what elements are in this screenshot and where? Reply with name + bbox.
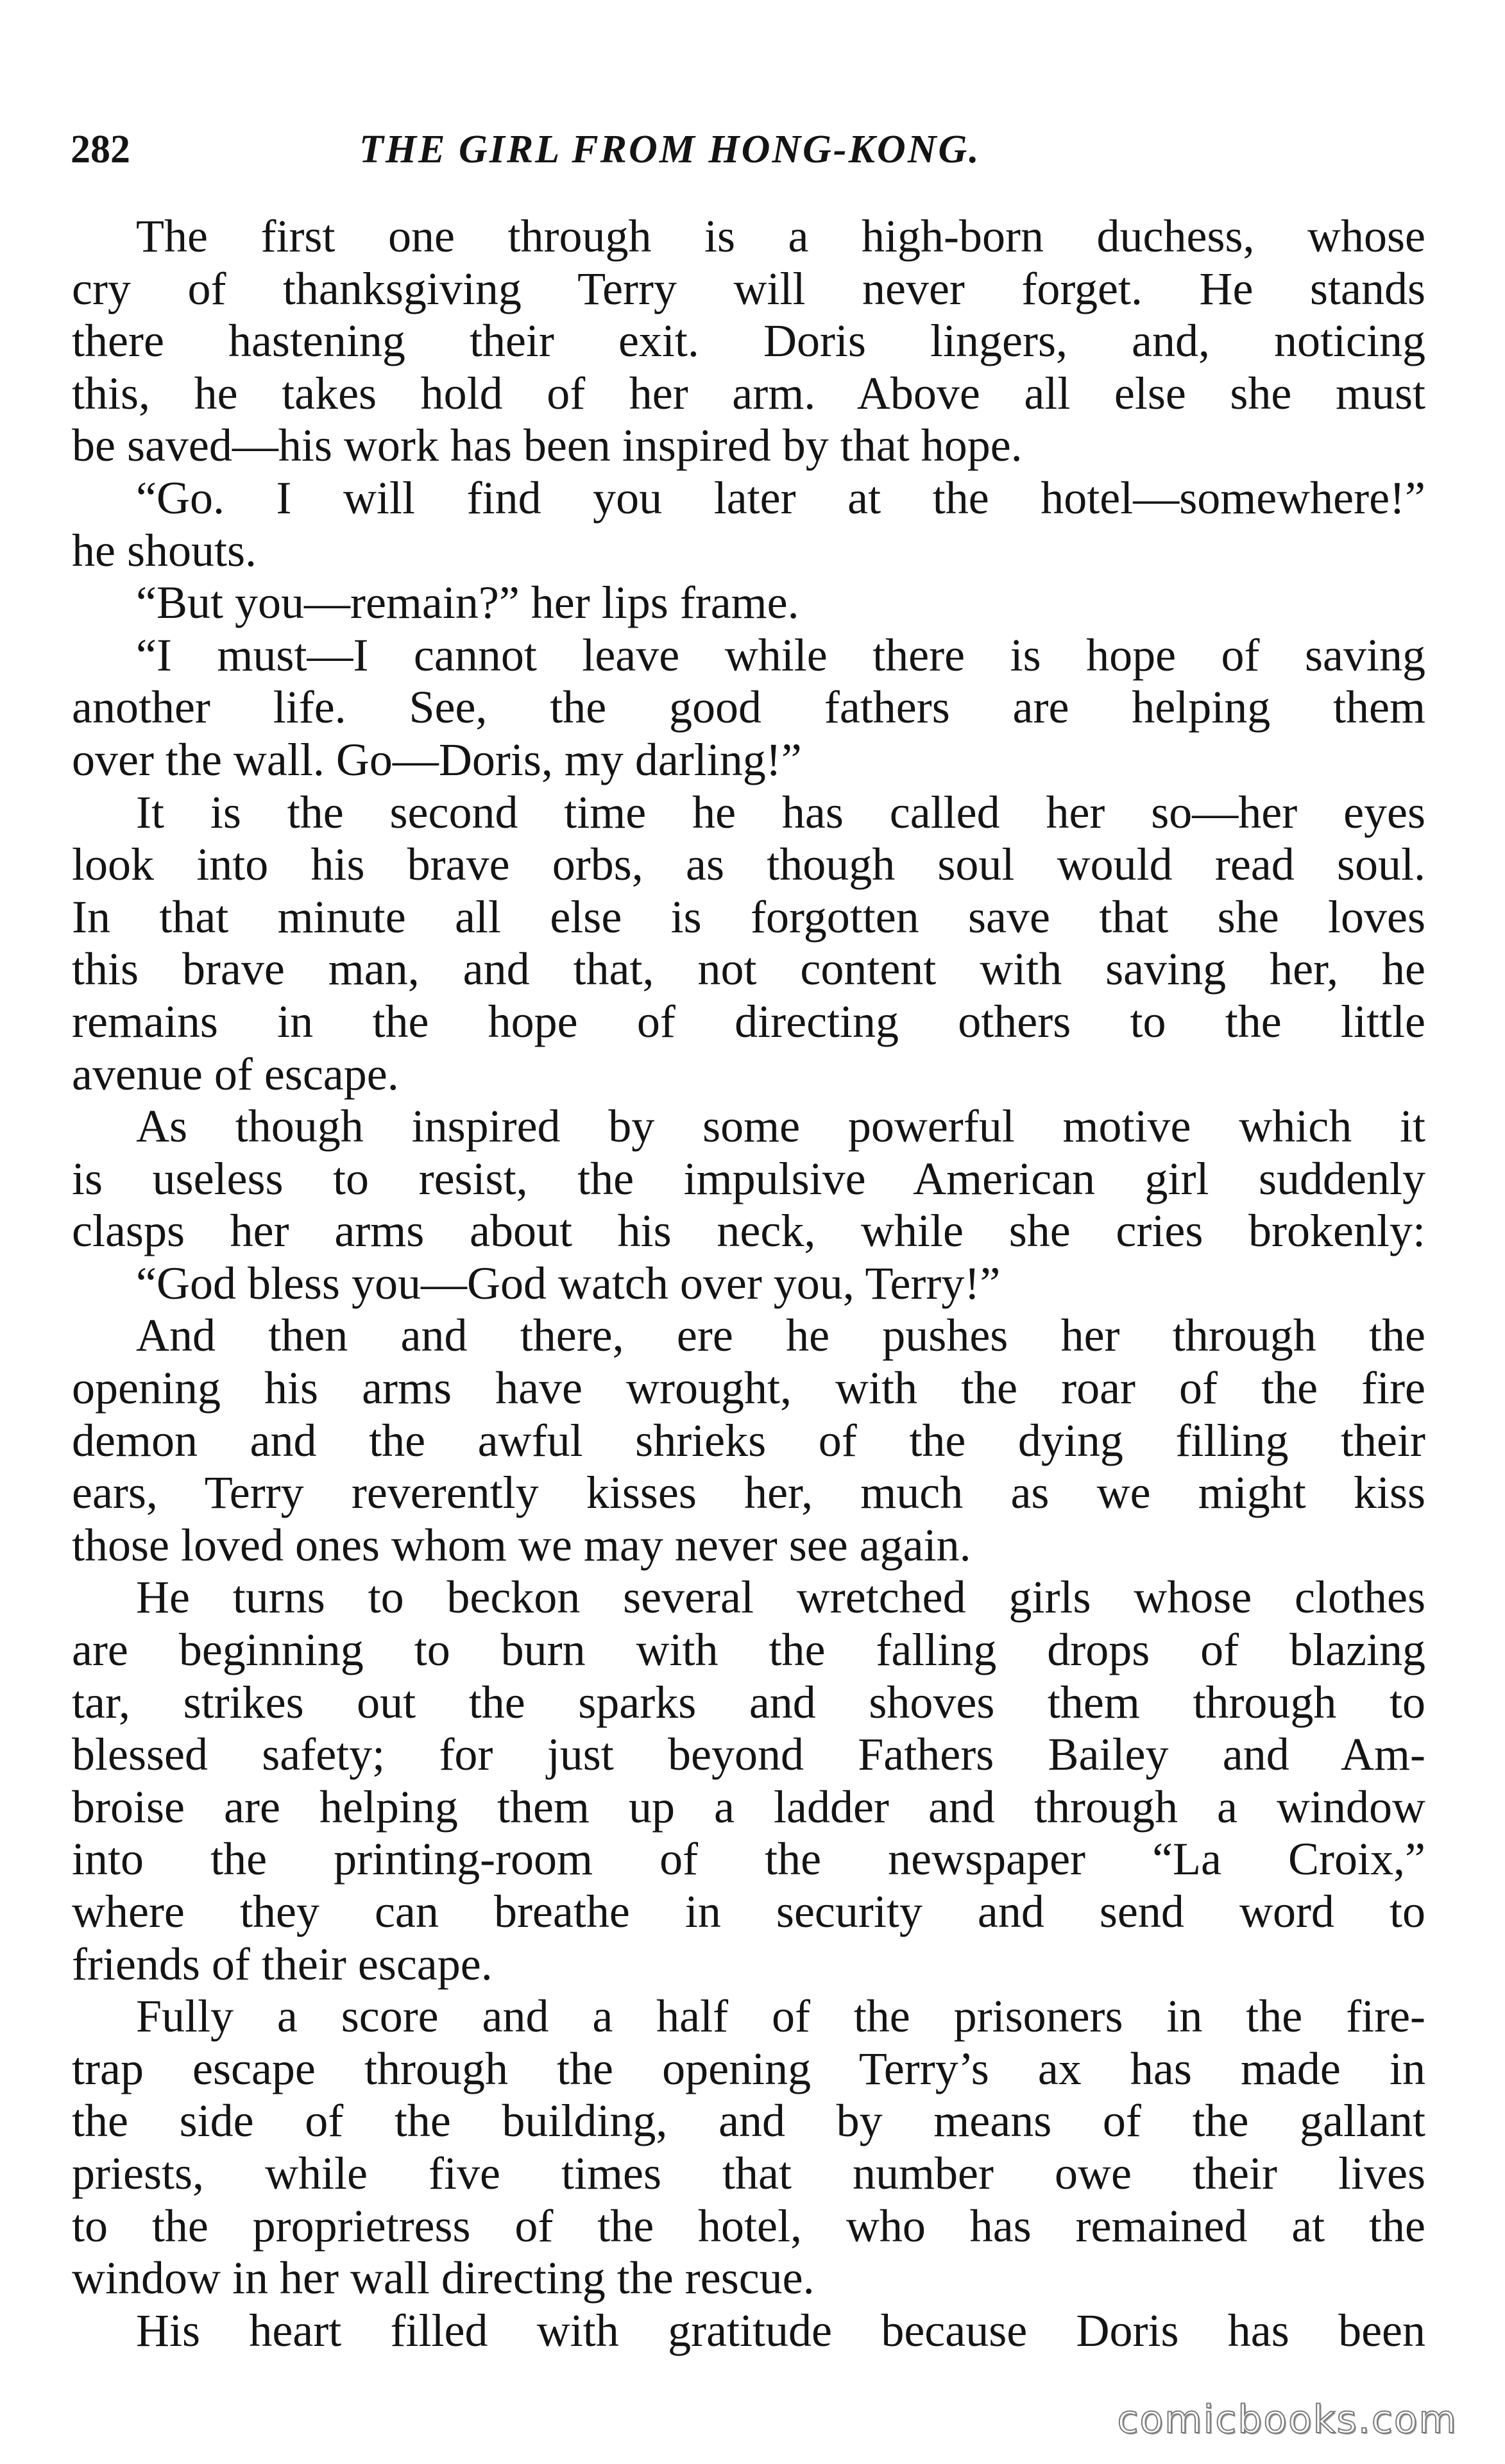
text-line: over the wall. Go—Doris, my darling!” bbox=[72, 733, 802, 785]
text-line: this, he takes hold of her arm. Above all else she must bbox=[72, 367, 1425, 419]
text-line: “Go. I will find you later at the hotel—somewhere!” bbox=[136, 472, 1425, 524]
text-line: he shouts. bbox=[72, 524, 257, 576]
text-line: opening his arms have wrought, with the roar of the fire bbox=[72, 1362, 1425, 1414]
text-line: there hastening their exit. Doris lingers, and, noticing bbox=[72, 315, 1425, 367]
text-line: blessed safety; for just beyond Fathers Bailey and Am- bbox=[72, 1729, 1425, 1781]
text-line: It is the second time he has called her so—her eyes bbox=[136, 786, 1425, 838]
text-line: demon and the awful shrieks of the dying filling their bbox=[72, 1414, 1425, 1466]
text-line: tar, strikes out the sparks and shoves them through to bbox=[72, 1676, 1425, 1728]
running-title: THE GIRL FROM HONG-KONG. bbox=[359, 128, 981, 171]
text-line: those loved ones whom we may never see again. bbox=[72, 1519, 971, 1571]
text-line: “God bless you—God watch over you, Terry!” bbox=[136, 1257, 1001, 1309]
text-line: As though inspired by some powerful motive which it bbox=[136, 1100, 1425, 1152]
text-line: cry of thanksgiving Terry will never forget. He stands bbox=[72, 262, 1425, 314]
text-line: into the printing-room of the newspaper “La Croix,” bbox=[72, 1833, 1425, 1885]
text-line: ears, Terry reverently kisses her, much as we might kiss bbox=[72, 1467, 1425, 1519]
text-line: “But you—remain?” her lips frame. bbox=[136, 577, 799, 629]
text-line: clasps her arms about his neck, while she cries brokenly: bbox=[72, 1205, 1425, 1257]
text-line: be saved—his work has been inspired by that hope. bbox=[72, 420, 1023, 472]
text-line: the side of the building, and by means of the gallant bbox=[72, 2095, 1425, 2147]
site-watermark: comicbooks.com bbox=[1117, 2397, 1458, 2442]
text-line: look into his brave orbs, as though soul would read soul. bbox=[72, 839, 1425, 891]
text-line: window in her wall directing the rescue. bbox=[72, 2252, 815, 2304]
text-line: this brave man, and that, not content with saving her, he bbox=[72, 943, 1425, 995]
text-line: friends of their escape. bbox=[72, 1938, 493, 1990]
text-line: His heart filled with gratitude because Doris has been bbox=[136, 2304, 1425, 2356]
text-line: In that minute all else is forgotten save that she loves bbox=[72, 891, 1425, 943]
page-number: 282 bbox=[71, 128, 130, 171]
text-line: another life. See, the good fathers are helping them bbox=[72, 681, 1425, 733]
text-line: Fully a score and a half of the prisoners in the fire- bbox=[136, 1990, 1425, 2042]
text-line: are beginning to burn with the falling drops of blazing bbox=[72, 1624, 1425, 1676]
text-line: The first one through is a high-born duchess, whose bbox=[136, 210, 1425, 262]
text-line: to the proprietress of the hotel, who has remained at the bbox=[72, 2200, 1425, 2252]
text-line: where they can breathe in security and send word to bbox=[72, 1886, 1425, 1937]
text-line: priests, while five times that number owe their lives bbox=[72, 2147, 1425, 2199]
text-line: remains in the hope of directing others to the little bbox=[72, 995, 1425, 1047]
text-line: broise are helping them up a ladder and through a window bbox=[72, 1781, 1425, 1833]
page-header bbox=[71, 121, 1431, 178]
text-line: avenue of escape. bbox=[72, 1048, 399, 1100]
text-line: “I must—I cannot leave while there is hope of saving bbox=[136, 629, 1425, 681]
text-line: trap escape through the opening Terry’s ax has made in bbox=[72, 2042, 1425, 2094]
body-text bbox=[72, 210, 1425, 2357]
text-line: He turns to beckon several wretched girls whose clothes bbox=[136, 1571, 1425, 1623]
text-line: And then and there, ere he pushes her through the bbox=[136, 1310, 1425, 1362]
text-line: is useless to resist, the impulsive American girl suddenly bbox=[72, 1152, 1425, 1204]
